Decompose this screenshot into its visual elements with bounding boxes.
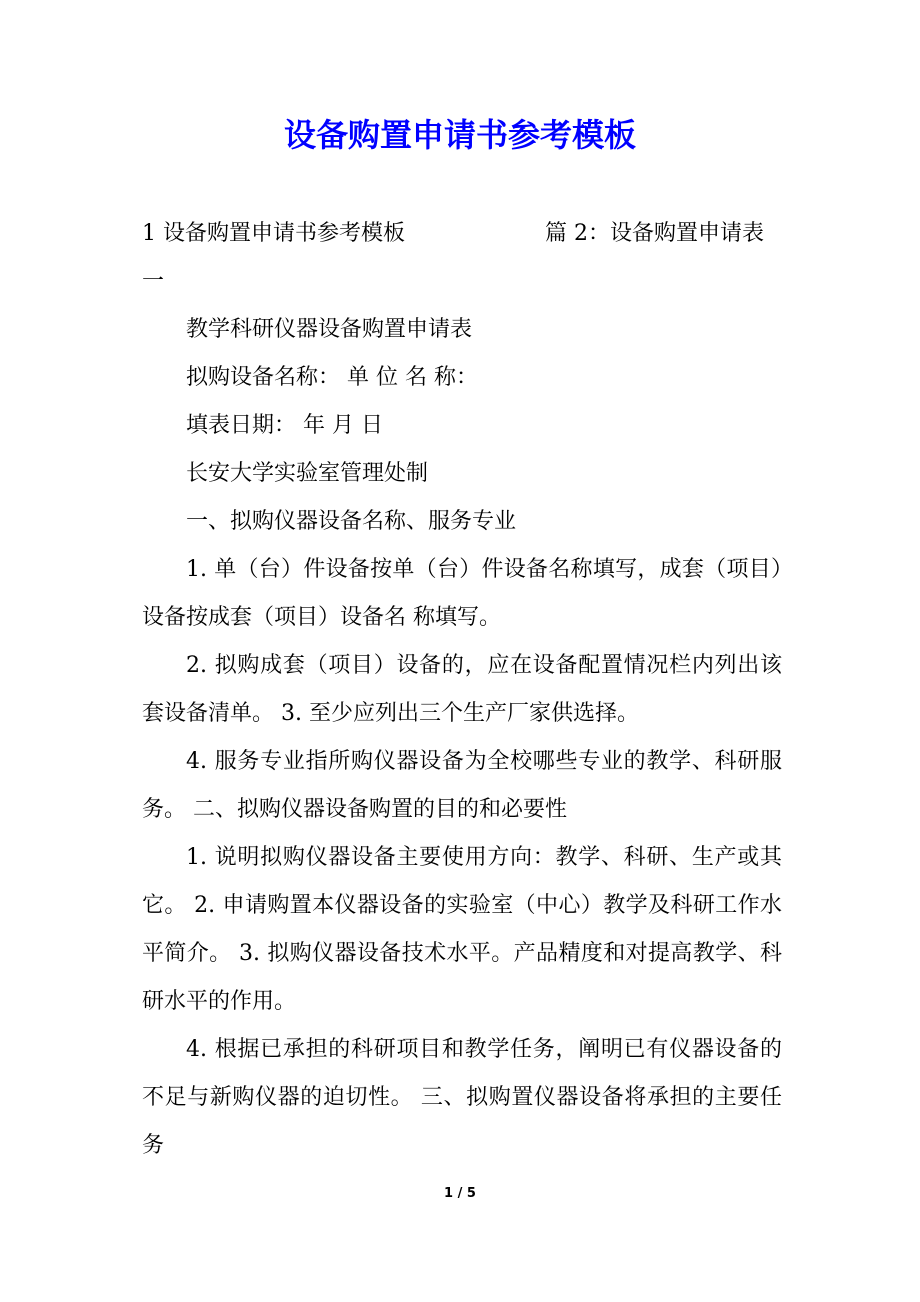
paragraph: 2. 拟购成套（项目）设备的，应在设备配置情况栏内列出该套设备清单。 3. 至少应列出三个生产厂家供选择。 — [142, 653, 782, 726]
intro-line — [142, 210, 782, 306]
paragraph: 长安大学实验室管理处制 — [186, 461, 429, 486]
paragraph: 4. 根据已承担的科研项目和教学任务，阐明已有仪器设备的不足与新购仪器的迫切性。 三、拟购置仪器设备将承担的主要任务 — [142, 1037, 782, 1158]
paragraph: 教学科研仪器设备购置申请表 — [186, 317, 473, 342]
paragraph: 拟购设备名称： 单 位 名 称： — [186, 365, 478, 390]
paragraph: 1. 说明拟购仪器设备主要使用方向：教学、科研、生产或其它。 2. 申请购置本仪器设备的实验室（中心）教学及科研工作水平简介。 3. 拟购仪器设备技术水平。产品精度和对提高教学、科研水平的作用。 — [142, 845, 782, 1014]
intro-line-left: 1 设备购置申请书参考模板 — [142, 221, 405, 246]
paragraph: 4. 服务专业指所购仪器设备为全校哪些专业的教学、科研服务。 二、拟购仪器设备购置的目的和必要性 — [142, 749, 782, 822]
document-title: 设备购置申请书参考模板 — [283, 116, 636, 154]
paragraph: 1. 单（台）件设备按单（台）件设备名称填写，成套（项目）设备按成套（项目）设备名 称填写。 — [142, 557, 782, 630]
section-heading: 一、拟购仪器设备名称、服务专业 — [186, 509, 517, 534]
page-number: 1 / 5 — [444, 1186, 476, 1201]
document-body — [142, 210, 782, 1170]
paragraph: 填表日期： 年 月 日 — [186, 413, 383, 438]
intro-line-right: 篇 2：设备购置申请表一 — [142, 221, 764, 294]
